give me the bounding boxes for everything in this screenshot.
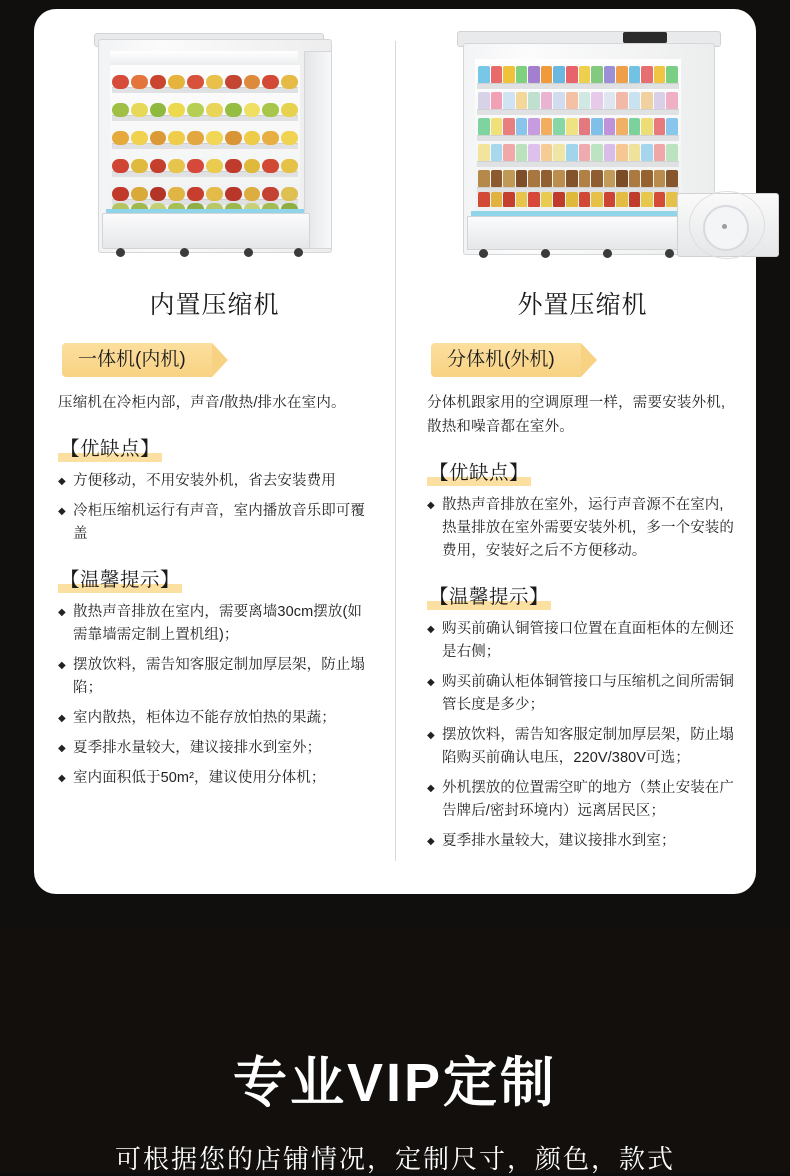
list-item: ◆ 室内散热，柜体边不能存放怕热的果蔬；	[58, 707, 371, 730]
built-in-cabinet-image	[58, 21, 371, 271]
banner-title: 专业VIP定制	[232, 1053, 558, 1113]
banner-subtitle: 可根据您的店铺情况，定制尺寸，颜色，款式	[114, 1144, 675, 1174]
list-item: ◆ 方便移动，不用安装外机，省去安装费用	[58, 470, 371, 493]
cabinet-wheel	[665, 249, 674, 258]
left-tips-title: 【温馨提示】	[58, 564, 182, 593]
cabinet-wheel	[244, 248, 253, 257]
cabinet-wheel	[180, 248, 189, 257]
comparison-card	[34, 9, 756, 894]
left-column-heading: 内置压缩机	[149, 291, 280, 319]
list-item: ◆ 夏季排水量较大，建议接排水到室；	[427, 830, 738, 853]
list-item: ◆ 外机摆放的位置需空旷的地方（禁止安装在广告牌后/密封环境内）远离居民区；	[427, 777, 738, 823]
cabinet-interior	[110, 65, 300, 213]
cabinet-wheel	[603, 249, 612, 258]
right-tips-title: 【温馨提示】	[427, 581, 551, 610]
list-item: ◆ 购买前确认铜管接口位置在直面柜体的左侧还是右侧；	[427, 618, 738, 664]
cabinet-wheel	[541, 249, 550, 258]
right-type-tag: 分体机(外机)	[431, 343, 581, 377]
cabinet-wheel	[116, 248, 125, 257]
list-item: ◆ 购买前确认柜体铜管接口与压缩机之间所需铜管长度是多少；	[427, 671, 738, 717]
column-built-in-compressor	[34, 9, 395, 894]
right-pros-cons-list	[427, 494, 738, 563]
right-intro-text: 分体机跟家用的空调原理一样，需要安装外机,散热和噪音都在室外。	[427, 395, 726, 435]
comparison-columns	[34, 9, 756, 894]
control-panel	[623, 32, 667, 43]
cabinet-wheel	[479, 249, 488, 258]
vip-custom-banner	[0, 928, 790, 1173]
cabinet-wheel	[294, 248, 303, 257]
left-type-tag: 一体机(内机)	[62, 343, 212, 377]
condenser-fan-icon	[703, 205, 749, 251]
right-pros-cons-title: 【优缺点】	[427, 457, 531, 486]
left-tips-list	[58, 601, 371, 790]
list-item: ◆ 摆放饮料，需告知客服定制加厚层架，防止塌陷；	[58, 654, 371, 700]
list-item: ◆ 夏季排水量较大，建议接排水到室外；	[58, 737, 371, 760]
cabinet-base	[467, 216, 691, 250]
list-item: ◆ 散热声音排放在室外，运行声音源不在室内,热量排放在室外需要安装外机，多一个安装的费用，安装好之后不方便移动。	[427, 494, 738, 563]
cabinet-interior	[475, 59, 681, 211]
right-column-heading: 外置压缩机	[517, 291, 648, 319]
column-external-compressor	[395, 9, 756, 894]
cabinet-base	[102, 213, 310, 249]
list-item: ◆ 室内面积低于50m²，建议使用分体机；	[58, 767, 371, 790]
left-pros-cons-title: 【优缺点】	[58, 433, 162, 462]
left-pros-cons-list	[58, 470, 371, 546]
external-cabinet-image	[427, 21, 738, 271]
left-intro-text: 压缩机在冷柜内部，声音/散热/排水在室内。	[58, 395, 346, 411]
list-item: ◆ 摆放饮料，需告知客服定制加厚层架，防止塌陷购买前确认电压，220V/380V可选；	[427, 724, 738, 770]
list-item: ◆ 冷柜压缩机运行有声音，室内播放音乐即可覆盖	[58, 500, 371, 546]
right-tips-list	[427, 618, 738, 853]
list-item: ◆ 散热声音排放在室内，需要离墙30cm摆放(如需靠墙需定制上置机组)；	[58, 601, 371, 647]
